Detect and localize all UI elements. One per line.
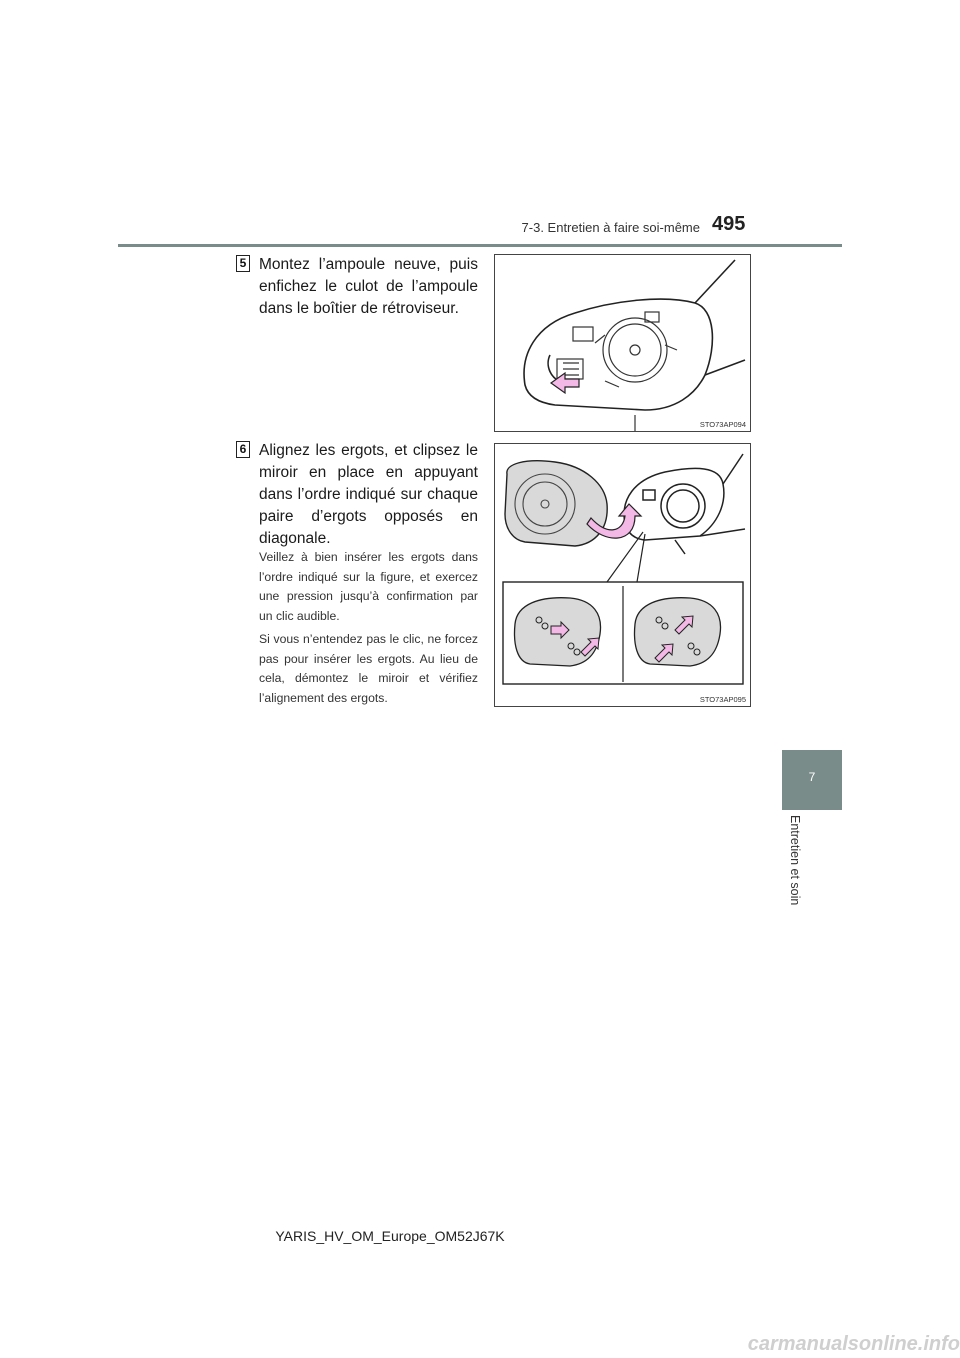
mirror-housing-bulb-illustration: [495, 255, 750, 431]
header-rule: [118, 244, 842, 247]
page-number: 495: [712, 213, 746, 235]
step-5-text: Montez l’ampoule neuve, puis enfichez le culot de l’ampoule dans le boîtier de rétroviseur.: [259, 256, 478, 317]
step-6-text: Alignez les ergots, et clipsez le miroir en place en appuyant dans l’ordre indiqué sur chaque paire d’ergots opposés en diagonale.: [259, 442, 478, 547]
figure-code-094: STO73AP094: [699, 420, 746, 429]
figure-mirror-clips: [494, 443, 751, 707]
chapter-label-wrap: [782, 812, 810, 932]
section-title: 7-3. Entretien à faire soi-même: [521, 220, 700, 235]
watermark: carmanualsonline.info: [747, 1333, 960, 1355]
chapter-label: Entretien et soin: [788, 815, 802, 906]
mirror-glass-clip-illustration: [495, 444, 750, 706]
chapter-number: 7: [808, 770, 816, 784]
step-6-note-1: Veillez à bien insérer les ergots dans l’ordre indiqué sur la figure, et exercez une pression jusqu’à confirmation par un clic audible.: [259, 550, 478, 623]
step-6-note-2: Si vous n’entendez pas le clic, ne forcez pas pour insérer les ergots. Au lieu de cela, démontez le miroir et vérifiez l’alignement des ergots.: [259, 632, 478, 705]
figure-code-095: STO73AP095: [699, 695, 746, 704]
figure-mirror-bulb: [494, 254, 751, 432]
footer-doc-code: YARIS_HV_OM_Europe_OM52J67K: [275, 1228, 505, 1244]
step-5-badge: 5: [236, 255, 250, 272]
step-6-badge: 6: [236, 441, 250, 458]
